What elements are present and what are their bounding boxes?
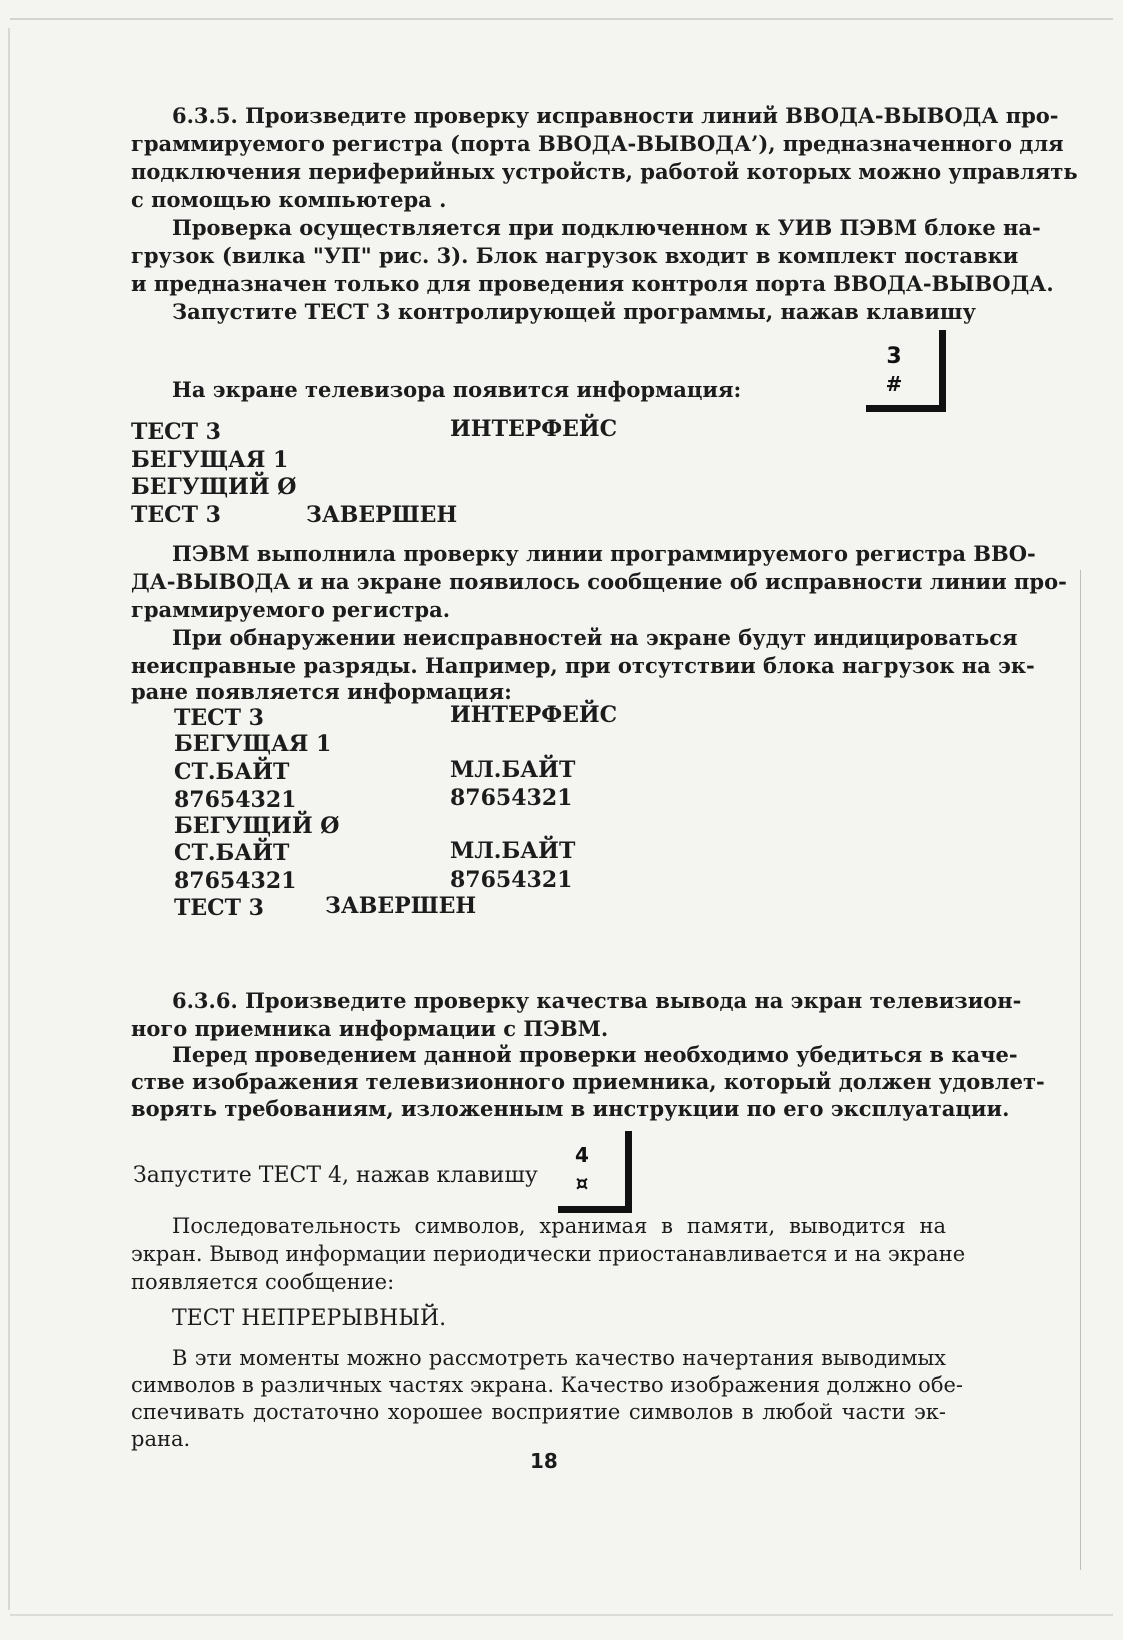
screen2-done-status: ЗАВЕРШЕН bbox=[325, 893, 477, 919]
screen1-running-zero: БЕГУЩИЙ Ø bbox=[131, 474, 297, 500]
screen-info-text: На экране телевизора появится информация: bbox=[172, 377, 742, 402]
section-636-line-2: ного приемника информации с ПЭВМ. bbox=[131, 1016, 609, 1041]
section-635-heading: 6.3.5. bbox=[172, 103, 238, 128]
section-635-para4-line-1: При обнаружении неисправностей на экране будут индицироваться bbox=[172, 625, 1018, 650]
screen2-low-byte-1: МЛ.БАЙТ bbox=[450, 757, 576, 783]
section-635-para3-line-1: ПЭВМ выполнила проверку линии программируемого регистра ВВО- bbox=[172, 541, 1036, 566]
section-636-para4-line-1: В эти моменты можно рассмотреть качество начертания выводимых bbox=[172, 1346, 946, 1370]
screen2-low-byte-2: МЛ.БАЙТ bbox=[450, 838, 576, 864]
section-636-para3-line-1: Последовательность символов, хранимая в памяти, выводится на bbox=[172, 1214, 946, 1238]
section-635-line-2: граммируемого регистра (порта ВВОДА-ВЫВОДА’), предназначенного для bbox=[131, 131, 1064, 156]
continuous-test-message: ТЕСТ НЕПРЕРЫВНЫЙ. bbox=[172, 1306, 447, 1331]
screen2-low-bits-1: 87654321 bbox=[450, 785, 573, 811]
section-636-para2-line-2: стве изображения телевизионного приемника, который должен удовлет- bbox=[131, 1069, 1045, 1094]
key-4-bottom-label: ¤ bbox=[575, 1171, 589, 1195]
screen2-running-zero: БЕГУЩИЙ Ø bbox=[174, 813, 340, 839]
section-635-para3-line-2: ДА-ВЫВОДА и на экране появилось сообщение об исправности линии про- bbox=[131, 569, 1067, 594]
screen2-interface-label: ИНТЕРФЕЙС bbox=[450, 702, 618, 728]
key-3-top-label: 3 bbox=[886, 344, 902, 369]
screen2-high-bits-1: 87654321 bbox=[174, 787, 297, 813]
section-636-para2-line-3: ворять требованиям, изложенным в инструкции по его эксплуатации. bbox=[131, 1096, 1010, 1121]
section-635-line-1-text: Произведите проверку исправности линий ВВОДА-ВЫВОДА про- bbox=[245, 103, 1059, 128]
section-636-heading: 6.3.6. bbox=[172, 988, 238, 1013]
section-635-para4-line-2: неисправные разряды. Например, при отсутствии блока нагрузок на эк- bbox=[131, 653, 1035, 678]
section-635-para2-line-3: и предназначен только для проведения контроля порта ВВОДА-ВЫВОДА. bbox=[131, 271, 1054, 296]
page-number: 18 bbox=[530, 1449, 558, 1473]
screen2-running-one: БЕГУЩАЯ 1 bbox=[174, 731, 332, 757]
section-636-para3-line-2: экран. Вывод информации периодически приостанавливается и на экране bbox=[131, 1242, 966, 1266]
section-635-para2-line-1: Проверка осуществляется при подключенном к УИВ ПЭВМ блоке на- bbox=[172, 215, 1041, 240]
section-635-launch-text: Запустите ТЕСТ 3 контролирующей программы, нажав клавишу bbox=[172, 299, 976, 324]
section-636-line-1-text: Произведите проверку качества вывода на экран телевизион- bbox=[245, 988, 1022, 1013]
section-636-para4-line-4: рана. bbox=[131, 1427, 191, 1451]
section-635-para3-line-3: граммируемого регистра. bbox=[131, 597, 451, 622]
section-636-para4-line-2: символов в различных частях экрана. Качество изображения должно обе- bbox=[131, 1373, 963, 1397]
section-636-para2-line-1: Перед проведением данной проверки необходимо убедиться в каче- bbox=[172, 1042, 1018, 1067]
screen1-test-done-label: ТЕСТ 3 bbox=[131, 502, 221, 528]
scan-edge-bottom bbox=[10, 1614, 1113, 1616]
screen2-test-label: ТЕСТ 3 bbox=[174, 705, 264, 731]
section-636-launch-text: Запустите ТЕСТ 4, нажав клавишу bbox=[133, 1163, 538, 1188]
section-636-line-1 bbox=[172, 988, 1022, 1014]
screen2-high-byte-2: СТ.БАЙТ bbox=[174, 840, 290, 866]
scan-edge-left bbox=[8, 28, 10, 1610]
section-636-para3-line-3: появляется сообщение: bbox=[131, 1270, 395, 1294]
key-3-icon bbox=[866, 330, 946, 412]
screen1-running-one: БЕГУЩАЯ 1 bbox=[131, 447, 289, 473]
key-4-top-label: 4 bbox=[575, 1143, 589, 1167]
section-636-para4-line-3: спечивать достаточно хорошее восприятие символов в любой части эк- bbox=[131, 1400, 946, 1424]
section-635-line-1 bbox=[172, 103, 1059, 129]
screen2-low-bits-2: 87654321 bbox=[450, 867, 573, 893]
scan-edge-right bbox=[1080, 570, 1081, 1570]
screen1-test-label: ТЕСТ 3 bbox=[131, 419, 221, 445]
section-635-line-4: с помощью компьютера . bbox=[131, 187, 447, 212]
screen1-interface-label: ИНТЕРФЕЙС bbox=[450, 416, 618, 442]
section-635-para2-line-2: грузок (вилка "УП" рис. 3). Блок нагрузок входит в комплект поставки bbox=[131, 243, 1019, 268]
section-635-line-3: подключения периферийных устройств, работой которых можно управлять bbox=[131, 159, 1078, 184]
key-3-bottom-label: # bbox=[885, 372, 903, 396]
key-4-icon bbox=[558, 1131, 632, 1213]
screen2-high-bits-2: 87654321 bbox=[174, 868, 297, 894]
screen1-done-status: ЗАВЕРШЕН bbox=[306, 502, 458, 528]
scan-edge-top bbox=[10, 18, 1113, 20]
section-635-para4-line-3: ране появляется информация: bbox=[131, 679, 512, 704]
screen2-test-done-label: ТЕСТ 3 bbox=[174, 895, 264, 921]
screen2-high-byte-1: СТ.БАЙТ bbox=[174, 759, 290, 785]
